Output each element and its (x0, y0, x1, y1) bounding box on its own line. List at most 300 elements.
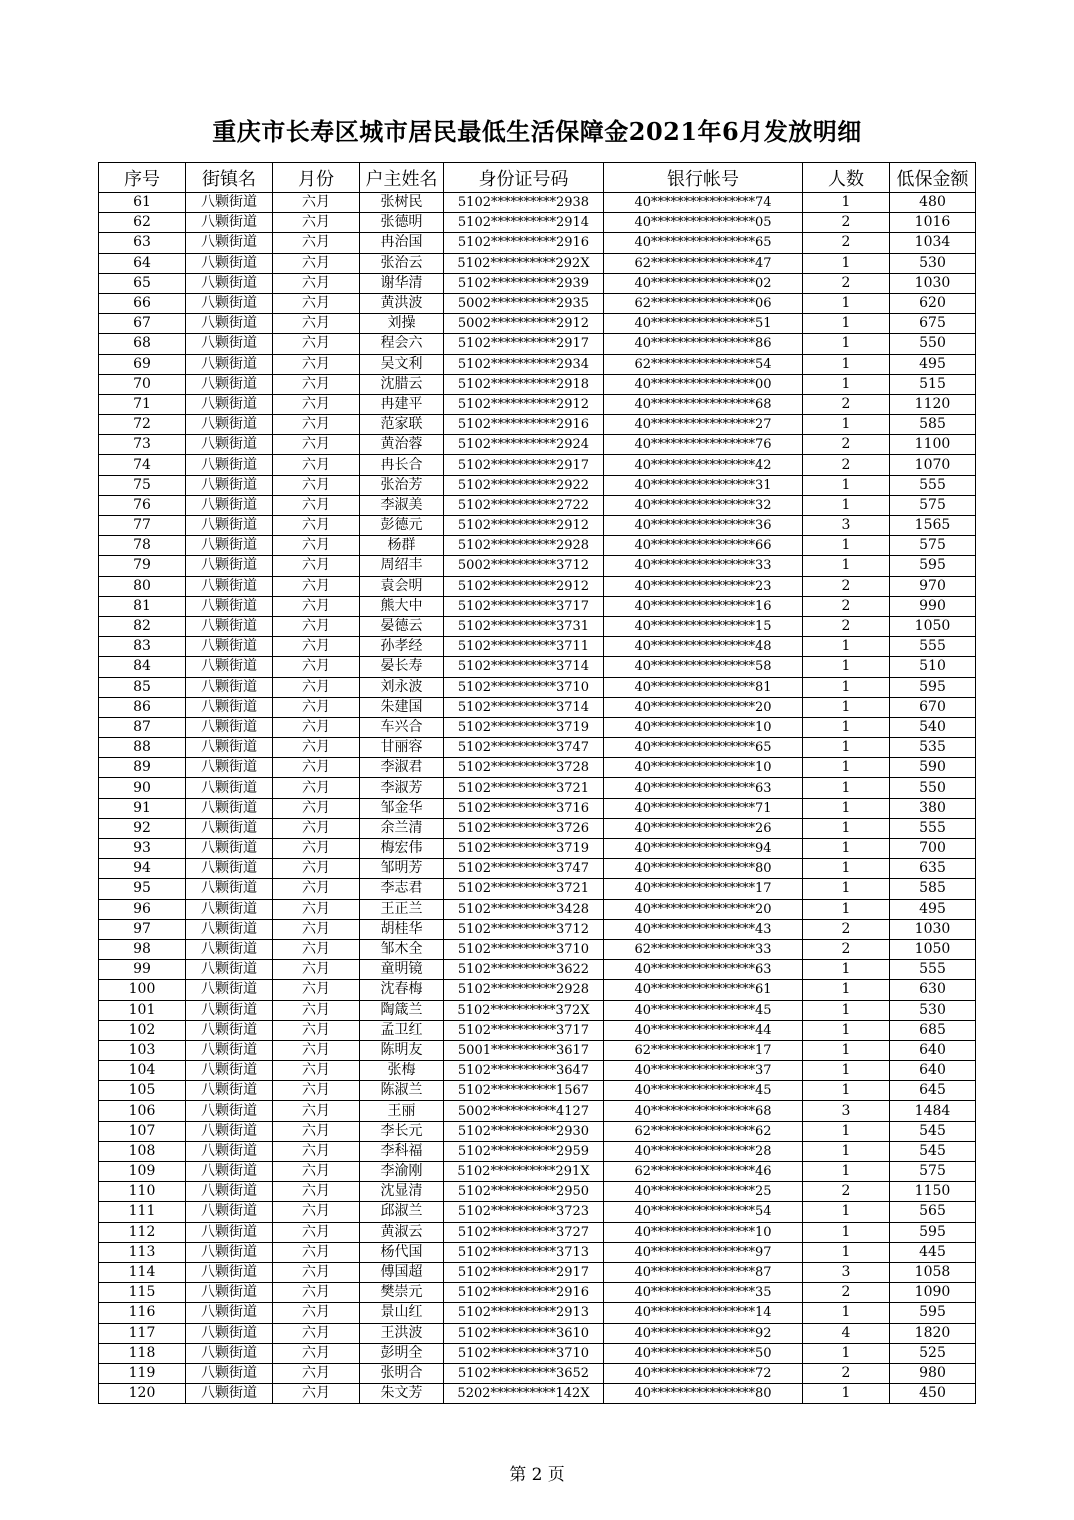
cell-persons: 2 (803, 273, 890, 293)
cell-id-number: 5102**********2912 (444, 516, 604, 536)
cell-bank-account: 40****************02 (604, 273, 803, 293)
cell-amount: 515 (890, 374, 976, 394)
cell-amount: 545 (890, 1141, 976, 1161)
cell-street: 八颗街道 (186, 1222, 273, 1242)
cell-bank-account: 40****************26 (604, 818, 803, 838)
cell-persons: 2 (803, 576, 890, 596)
cell-bank-account: 62****************62 (604, 1121, 803, 1141)
cell-month: 六月 (273, 576, 360, 596)
cell-id-number: 5102**********2912 (444, 394, 604, 414)
cell-amount: 550 (890, 334, 976, 354)
cell-serial: 118 (99, 1343, 186, 1363)
cell-serial: 90 (99, 778, 186, 798)
cell-bank-account: 40****************65 (604, 738, 803, 758)
cell-street: 八颗街道 (186, 1202, 273, 1222)
cell-persons: 1 (803, 354, 890, 374)
cell-street: 八颗街道 (186, 637, 273, 657)
table-row (99, 1020, 976, 1040)
cell-amount: 555 (890, 960, 976, 980)
cell-persons: 1 (803, 879, 890, 899)
cell-householder: 晏长寿 (360, 657, 444, 677)
cell-amount: 1565 (890, 516, 976, 536)
cell-householder: 李志君 (360, 879, 444, 899)
cell-street: 八颗街道 (186, 435, 273, 455)
cell-month: 六月 (273, 899, 360, 919)
cell-street: 八颗街道 (186, 374, 273, 394)
cell-id-number: 5002**********3712 (444, 556, 604, 576)
cell-amount: 670 (890, 697, 976, 717)
cell-id-number: 5102**********3652 (444, 1363, 604, 1383)
cell-id-number: 5102**********2959 (444, 1141, 604, 1161)
table-row (99, 556, 976, 576)
cell-serial: 117 (99, 1323, 186, 1343)
table-row (99, 1000, 976, 1020)
cell-id-number: 5102**********1567 (444, 1081, 604, 1101)
table-row (99, 455, 976, 475)
cell-persons: 2 (803, 213, 890, 233)
cell-persons: 1 (803, 677, 890, 697)
cell-street: 八颗街道 (186, 1303, 273, 1323)
cell-amount: 700 (890, 839, 976, 859)
cell-street: 八颗街道 (186, 839, 273, 859)
cell-amount: 595 (890, 1222, 976, 1242)
cell-persons: 1 (803, 1020, 890, 1040)
table-row (99, 576, 976, 596)
cell-month: 六月 (273, 536, 360, 556)
cell-month: 六月 (273, 354, 360, 374)
cell-householder: 朱建国 (360, 697, 444, 717)
cell-bank-account: 40****************45 (604, 1081, 803, 1101)
cell-month: 六月 (273, 314, 360, 334)
cell-householder: 黄淑云 (360, 1222, 444, 1242)
cell-month: 六月 (273, 1222, 360, 1242)
cell-serial: 82 (99, 616, 186, 636)
cell-amount: 585 (890, 879, 976, 899)
cell-bank-account: 40****************32 (604, 495, 803, 515)
cell-serial: 76 (99, 495, 186, 515)
cell-id-number: 5102**********3714 (444, 657, 604, 677)
cell-id-number: 5102**********3428 (444, 899, 604, 919)
cell-bank-account: 40****************54 (604, 1202, 803, 1222)
cell-amount: 545 (890, 1121, 976, 1141)
cell-month: 六月 (273, 839, 360, 859)
cell-month: 六月 (273, 455, 360, 475)
cell-serial: 91 (99, 798, 186, 818)
cell-amount: 595 (890, 556, 976, 576)
cell-month: 六月 (273, 435, 360, 455)
cell-id-number: 5102**********3710 (444, 677, 604, 697)
header-bank-account: 银行帐号 (604, 163, 803, 193)
cell-bank-account: 40****************80 (604, 1384, 803, 1404)
cell-householder: 陈明友 (360, 1040, 444, 1060)
cell-street: 八颗街道 (186, 596, 273, 616)
cell-month: 六月 (273, 657, 360, 677)
cell-id-number: 5102**********3710 (444, 1343, 604, 1363)
cell-id-number: 5102**********3710 (444, 939, 604, 959)
cell-householder: 熊大中 (360, 596, 444, 616)
cell-id-number: 5202**********142X (444, 1384, 604, 1404)
cell-id-number: 5102**********3713 (444, 1242, 604, 1262)
cell-persons: 1 (803, 798, 890, 818)
cell-serial: 85 (99, 677, 186, 697)
cell-bank-account: 40****************48 (604, 637, 803, 657)
cell-id-number: 5102**********2928 (444, 980, 604, 1000)
cell-id-number: 5102**********3721 (444, 879, 604, 899)
table-row (99, 273, 976, 293)
cell-persons: 1 (803, 859, 890, 879)
table-row (99, 677, 976, 697)
table-row (99, 697, 976, 717)
cell-bank-account: 40****************35 (604, 1283, 803, 1303)
cell-street: 八颗街道 (186, 334, 273, 354)
cell-id-number: 5102**********2917 (444, 334, 604, 354)
cell-id-number: 5102**********2922 (444, 475, 604, 495)
cell-serial: 64 (99, 253, 186, 273)
cell-id-number: 5102**********291X (444, 1162, 604, 1182)
cell-amount: 1030 (890, 273, 976, 293)
table-row (99, 859, 976, 879)
cell-street: 八颗街道 (186, 516, 273, 536)
cell-month: 六月 (273, 193, 360, 213)
cell-street: 八颗街道 (186, 1363, 273, 1383)
cell-amount: 645 (890, 1081, 976, 1101)
cell-amount: 450 (890, 1384, 976, 1404)
cell-bank-account: 40****************97 (604, 1242, 803, 1262)
cell-serial: 70 (99, 374, 186, 394)
cell-householder: 张治芳 (360, 475, 444, 495)
cell-persons: 1 (803, 1121, 890, 1141)
cell-bank-account: 40****************23 (604, 576, 803, 596)
cell-householder: 范家联 (360, 415, 444, 435)
cell-householder: 童明镜 (360, 960, 444, 980)
cell-bank-account: 40****************72 (604, 1363, 803, 1383)
cell-amount: 640 (890, 1040, 976, 1060)
cell-householder: 张梅 (360, 1061, 444, 1081)
cell-serial: 109 (99, 1162, 186, 1182)
cell-bank-account: 62****************06 (604, 293, 803, 313)
cell-month: 六月 (273, 1000, 360, 1020)
cell-householder: 张德明 (360, 213, 444, 233)
cell-street: 八颗街道 (186, 253, 273, 273)
cell-serial: 68 (99, 334, 186, 354)
cell-amount: 555 (890, 637, 976, 657)
cell-street: 八颗街道 (186, 536, 273, 556)
cell-persons: 1 (803, 1202, 890, 1222)
cell-serial: 78 (99, 536, 186, 556)
cell-id-number: 5102**********2916 (444, 1283, 604, 1303)
cell-street: 八颗街道 (186, 1000, 273, 1020)
cell-householder: 沈腊云 (360, 374, 444, 394)
cell-street: 八颗街道 (186, 455, 273, 475)
cell-serial: 75 (99, 475, 186, 495)
cell-month: 六月 (273, 1262, 360, 1282)
cell-id-number: 5102**********2928 (444, 536, 604, 556)
table-row (99, 1343, 976, 1363)
cell-persons: 1 (803, 839, 890, 859)
cell-street: 八颗街道 (186, 1141, 273, 1161)
cell-street: 八颗街道 (186, 798, 273, 818)
cell-street: 八颗街道 (186, 354, 273, 374)
cell-serial: 73 (99, 435, 186, 455)
cell-bank-account: 40****************10 (604, 717, 803, 737)
cell-month: 六月 (273, 233, 360, 253)
cell-street: 八颗街道 (186, 859, 273, 879)
cell-amount: 525 (890, 1343, 976, 1363)
table-row (99, 253, 976, 273)
cell-persons: 3 (803, 1262, 890, 1282)
cell-month: 六月 (273, 738, 360, 758)
cell-bank-account: 40****************94 (604, 839, 803, 859)
cell-persons: 1 (803, 314, 890, 334)
cell-month: 六月 (273, 717, 360, 737)
cell-month: 六月 (273, 778, 360, 798)
cell-month: 六月 (273, 475, 360, 495)
cell-month: 六月 (273, 818, 360, 838)
cell-month: 六月 (273, 616, 360, 636)
table-row (99, 1202, 976, 1222)
cell-persons: 4 (803, 1323, 890, 1343)
cell-serial: 94 (99, 859, 186, 879)
cell-amount: 1120 (890, 394, 976, 414)
cell-serial: 96 (99, 899, 186, 919)
cell-street: 八颗街道 (186, 273, 273, 293)
cell-street: 八颗街道 (186, 1162, 273, 1182)
table-header-row (99, 163, 976, 193)
cell-month: 六月 (273, 758, 360, 778)
cell-street: 八颗街道 (186, 657, 273, 677)
cell-month: 六月 (273, 1323, 360, 1343)
cell-serial: 115 (99, 1283, 186, 1303)
table-row (99, 1222, 976, 1242)
cell-month: 六月 (273, 334, 360, 354)
table-row (99, 758, 976, 778)
cell-persons: 1 (803, 253, 890, 273)
cell-serial: 99 (99, 960, 186, 980)
cell-amount: 1090 (890, 1283, 976, 1303)
cell-householder: 邹木全 (360, 939, 444, 959)
header-amount: 低保金额 (890, 163, 976, 193)
table-row (99, 1262, 976, 1282)
cell-serial: 107 (99, 1121, 186, 1141)
cell-month: 六月 (273, 939, 360, 959)
cell-bank-account: 40****************36 (604, 516, 803, 536)
cell-persons: 1 (803, 1222, 890, 1242)
cell-month: 六月 (273, 1384, 360, 1404)
table-row (99, 1081, 976, 1101)
cell-householder: 甘丽容 (360, 738, 444, 758)
cell-id-number: 5102**********2918 (444, 374, 604, 394)
cell-id-number: 5102**********2912 (444, 576, 604, 596)
cell-month: 六月 (273, 980, 360, 1000)
cell-id-number: 5102**********3714 (444, 697, 604, 717)
table-row (99, 415, 976, 435)
cell-id-number: 5102**********3717 (444, 596, 604, 616)
cell-householder: 黄洪波 (360, 293, 444, 313)
cell-month: 六月 (273, 1101, 360, 1121)
cell-serial: 113 (99, 1242, 186, 1262)
cell-id-number: 5102**********3622 (444, 960, 604, 980)
cell-householder: 沈显清 (360, 1182, 444, 1202)
cell-amount: 590 (890, 758, 976, 778)
header-persons: 人数 (803, 163, 890, 193)
cell-street: 八颗街道 (186, 1182, 273, 1202)
cell-persons: 2 (803, 435, 890, 455)
cell-month: 六月 (273, 415, 360, 435)
cell-amount: 540 (890, 717, 976, 737)
table-row (99, 394, 976, 414)
cell-serial: 74 (99, 455, 186, 475)
cell-id-number: 5102**********3726 (444, 818, 604, 838)
table-row (99, 293, 976, 313)
cell-month: 六月 (273, 1081, 360, 1101)
cell-serial: 119 (99, 1363, 186, 1383)
cell-serial: 104 (99, 1061, 186, 1081)
cell-month: 六月 (273, 1283, 360, 1303)
cell-amount: 530 (890, 1000, 976, 1020)
cell-amount: 445 (890, 1242, 976, 1262)
cell-amount: 1070 (890, 455, 976, 475)
cell-serial: 120 (99, 1384, 186, 1404)
cell-id-number: 5102**********3728 (444, 758, 604, 778)
cell-bank-account: 40****************68 (604, 394, 803, 414)
cell-amount: 685 (890, 1020, 976, 1040)
cell-id-number: 5102**********2924 (444, 435, 604, 455)
cell-serial: 61 (99, 193, 186, 213)
table-row (99, 475, 976, 495)
cell-serial: 63 (99, 233, 186, 253)
cell-month: 六月 (273, 516, 360, 536)
table-row (99, 193, 976, 213)
cell-street: 八颗街道 (186, 1101, 273, 1121)
cell-householder: 冉长合 (360, 455, 444, 475)
cell-serial: 111 (99, 1202, 186, 1222)
cell-amount: 595 (890, 677, 976, 697)
cell-street: 八颗街道 (186, 919, 273, 939)
table-row (99, 1040, 976, 1060)
cell-street: 八颗街道 (186, 415, 273, 435)
table-row (99, 1101, 976, 1121)
cell-householder: 张治云 (360, 253, 444, 273)
cell-street: 八颗街道 (186, 394, 273, 414)
cell-persons: 1 (803, 1384, 890, 1404)
cell-persons: 2 (803, 455, 890, 475)
cell-serial: 102 (99, 1020, 186, 1040)
table-row (99, 899, 976, 919)
cell-id-number: 5102**********2950 (444, 1182, 604, 1202)
cell-amount: 1058 (890, 1262, 976, 1282)
cell-id-number: 5102**********3719 (444, 839, 604, 859)
cell-amount: 1050 (890, 939, 976, 959)
cell-id-number: 5001**********3617 (444, 1040, 604, 1060)
cell-street: 八颗街道 (186, 738, 273, 758)
cell-serial: 71 (99, 394, 186, 414)
cell-serial: 80 (99, 576, 186, 596)
cell-persons: 2 (803, 1182, 890, 1202)
cell-persons: 1 (803, 374, 890, 394)
cell-amount: 1050 (890, 616, 976, 636)
cell-id-number: 5102**********3717 (444, 1020, 604, 1040)
cell-householder: 袁会明 (360, 576, 444, 596)
table-row (99, 818, 976, 838)
cell-serial: 89 (99, 758, 186, 778)
cell-id-number: 5102**********3610 (444, 1323, 604, 1343)
cell-householder: 冉建平 (360, 394, 444, 414)
table-row (99, 435, 976, 455)
cell-id-number: 5102**********3716 (444, 798, 604, 818)
cell-persons: 2 (803, 596, 890, 616)
table-row (99, 314, 976, 334)
cell-street: 八颗街道 (186, 314, 273, 334)
cell-id-number: 5102**********3721 (444, 778, 604, 798)
table-row (99, 637, 976, 657)
header-serial: 序号 (99, 163, 186, 193)
cell-bank-account: 40****************92 (604, 1323, 803, 1343)
cell-street: 八颗街道 (186, 960, 273, 980)
cell-street: 八颗街道 (186, 193, 273, 213)
cell-bank-account: 40****************58 (604, 657, 803, 677)
cell-serial: 69 (99, 354, 186, 374)
cell-persons: 1 (803, 293, 890, 313)
cell-street: 八颗街道 (186, 1283, 273, 1303)
cell-serial: 83 (99, 637, 186, 657)
cell-amount: 565 (890, 1202, 976, 1222)
cell-amount: 630 (890, 980, 976, 1000)
header-householder: 户主姓名 (360, 163, 444, 193)
cell-id-number: 5102**********2934 (444, 354, 604, 374)
cell-street: 八颗街道 (186, 1323, 273, 1343)
cell-id-number: 5102**********2930 (444, 1121, 604, 1141)
cell-householder: 李长元 (360, 1121, 444, 1141)
table-row (99, 798, 976, 818)
cell-bank-account: 40****************20 (604, 697, 803, 717)
cell-id-number: 5102**********3647 (444, 1061, 604, 1081)
page-number: 第 2 页 (509, 1465, 565, 1485)
cell-householder: 黄治蓉 (360, 435, 444, 455)
cell-street: 八颗街道 (186, 475, 273, 495)
cell-bank-account: 40****************63 (604, 960, 803, 980)
cell-householder: 谢华清 (360, 273, 444, 293)
cell-amount: 495 (890, 899, 976, 919)
cell-id-number: 5102**********3723 (444, 1202, 604, 1222)
cell-serial: 95 (99, 879, 186, 899)
cell-month: 六月 (273, 637, 360, 657)
header-street: 街镇名 (186, 163, 273, 193)
cell-bank-account: 40****************43 (604, 919, 803, 939)
table-row (99, 1363, 976, 1383)
table-row (99, 516, 976, 536)
cell-street: 八颗街道 (186, 879, 273, 899)
cell-amount: 1150 (890, 1182, 976, 1202)
header-month: 月份 (273, 163, 360, 193)
table-row (99, 596, 976, 616)
cell-persons: 1 (803, 1141, 890, 1161)
cell-street: 八颗街道 (186, 980, 273, 1000)
cell-month: 六月 (273, 1162, 360, 1182)
cell-amount: 575 (890, 495, 976, 515)
cell-serial: 100 (99, 980, 186, 1000)
cell-serial: 114 (99, 1262, 186, 1282)
cell-householder: 沈春梅 (360, 980, 444, 1000)
cell-month: 六月 (273, 1202, 360, 1222)
cell-persons: 1 (803, 475, 890, 495)
cell-bank-account: 40****************51 (604, 314, 803, 334)
cell-street: 八颗街道 (186, 495, 273, 515)
cell-householder: 余兰清 (360, 818, 444, 838)
cell-amount: 585 (890, 415, 976, 435)
cell-id-number: 5102**********3712 (444, 919, 604, 939)
cell-bank-account: 40****************20 (604, 899, 803, 919)
cell-persons: 1 (803, 778, 890, 798)
